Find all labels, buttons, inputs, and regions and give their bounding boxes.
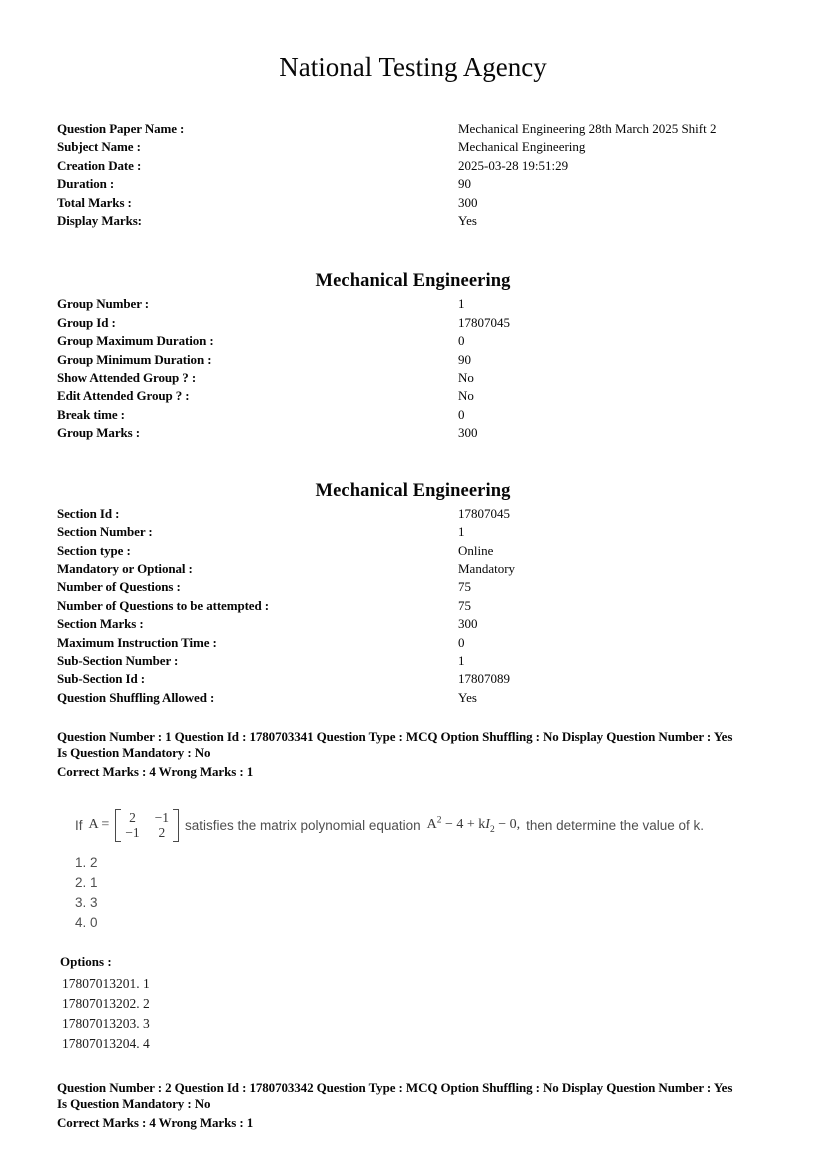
info-value: 2025-03-28 19:51:29 bbox=[458, 157, 569, 173]
info-label: Total Marks : bbox=[57, 194, 132, 210]
page-title: National Testing Agency bbox=[279, 52, 547, 82]
section-info-block bbox=[0, 505, 826, 707]
info-label: Section Marks : bbox=[57, 616, 144, 632]
info-label: Number of Questions : bbox=[57, 579, 181, 595]
info-value: Mechanical Engineering 28th March 2025 Shift 2 bbox=[458, 121, 717, 136]
eq-superscript: 2 bbox=[436, 815, 442, 826]
question-text: satisfies the matrix polynomial equation bbox=[185, 817, 421, 833]
info-value: 300 bbox=[458, 616, 478, 632]
info-row bbox=[0, 689, 826, 707]
info-label: Group Id : bbox=[57, 314, 116, 330]
info-label: Display Marks: bbox=[57, 213, 142, 229]
choice-item: 2. 1 bbox=[75, 875, 98, 891]
info-row bbox=[0, 523, 826, 541]
choice-item: 3. 3 bbox=[75, 895, 98, 911]
info-row bbox=[0, 652, 826, 670]
info-row bbox=[0, 387, 826, 405]
info-value: 17807045 bbox=[458, 505, 510, 521]
info-row bbox=[0, 670, 826, 688]
matrix-cell: −1 bbox=[154, 810, 169, 826]
info-value: Yes bbox=[458, 213, 477, 229]
info-label: Group Marks : bbox=[57, 425, 140, 441]
eq-middle: − 4 + k bbox=[441, 817, 486, 833]
question-1-body bbox=[0, 805, 826, 845]
question-1-marks: Correct Marks : 4 Wrong Marks : 1 bbox=[57, 763, 254, 779]
info-label: Section type : bbox=[57, 542, 131, 558]
eq-identity: I bbox=[485, 817, 490, 833]
info-row bbox=[0, 424, 826, 442]
info-label: Number of Questions to be attempted : bbox=[57, 597, 269, 613]
info-label: Subject Name : bbox=[57, 139, 141, 155]
info-label: Question Shuffling Allowed : bbox=[57, 689, 215, 705]
info-label: Mandatory or Optional : bbox=[57, 560, 193, 576]
info-label: Group Maximum Duration : bbox=[57, 333, 214, 349]
info-label: Question Paper Name : bbox=[57, 121, 185, 136]
info-value: No bbox=[458, 370, 474, 386]
paper-info-block bbox=[0, 120, 826, 230]
info-label: Maximum Instruction Time : bbox=[57, 634, 217, 650]
info-value: Yes bbox=[458, 689, 477, 705]
info-row bbox=[0, 542, 826, 560]
options-label: Options : bbox=[60, 954, 112, 970]
question-1-header bbox=[0, 729, 826, 760]
matrix-cell: 2 bbox=[129, 810, 136, 826]
matrix bbox=[115, 809, 179, 842]
info-value: 1 bbox=[458, 524, 465, 540]
option-id-item: 17807013203. 3 bbox=[62, 1016, 150, 1032]
info-row bbox=[0, 175, 826, 193]
info-value: 90 bbox=[458, 351, 471, 367]
info-value: 17807045 bbox=[458, 314, 510, 330]
info-value: Mandatory bbox=[458, 560, 516, 576]
info-row bbox=[0, 634, 826, 652]
question-1-choices bbox=[0, 853, 826, 933]
question-text: If bbox=[75, 817, 83, 833]
eq-tail: − 0, bbox=[494, 817, 521, 833]
question-1-header-line2: Is Question Mandatory : No bbox=[57, 744, 211, 760]
info-value: Online bbox=[458, 542, 494, 558]
info-label: Group Minimum Duration : bbox=[57, 351, 212, 367]
info-label: Sub-Section Number : bbox=[57, 652, 179, 668]
math-a-equals: A = bbox=[88, 817, 110, 833]
info-row bbox=[0, 138, 826, 156]
info-value: 0 bbox=[458, 406, 465, 422]
info-value: 0 bbox=[458, 333, 465, 349]
info-value: 1 bbox=[458, 652, 465, 668]
option-id-item: 17807013202. 2 bbox=[62, 996, 150, 1012]
info-row bbox=[0, 615, 826, 633]
choice-item: 4. 0 bbox=[75, 915, 98, 931]
info-row bbox=[0, 597, 826, 615]
option-id-item: 17807013201. 1 bbox=[62, 976, 150, 992]
info-row bbox=[0, 212, 826, 230]
info-row bbox=[0, 314, 826, 332]
info-label: Section Number : bbox=[57, 524, 153, 540]
info-label: Show Attended Group ? : bbox=[57, 370, 197, 386]
info-value: Mechanical Engineering bbox=[458, 139, 586, 155]
info-label: Creation Date : bbox=[57, 157, 142, 173]
info-row bbox=[0, 505, 826, 523]
math-equation bbox=[427, 817, 521, 833]
question-1-header-line1: Question Number : 1 Question Id : 1780703341 Question Type : MCQ Option Shuffling : No Display Question Number : Yes bbox=[57, 729, 733, 745]
question-2-marks: Correct Marks : 4 Wrong Marks : 1 bbox=[57, 1114, 254, 1130]
info-row bbox=[0, 157, 826, 175]
info-value: No bbox=[458, 388, 474, 404]
matrix-cell: −1 bbox=[125, 825, 140, 841]
question-text: then determine the value of k. bbox=[526, 817, 704, 833]
info-value: 0 bbox=[458, 634, 465, 650]
info-label: Edit Attended Group ? : bbox=[57, 388, 190, 404]
matrix-cells bbox=[121, 809, 173, 842]
info-row bbox=[0, 560, 826, 578]
info-label: Break time : bbox=[57, 406, 125, 422]
info-value: 17807089 bbox=[458, 671, 510, 687]
info-value: 90 bbox=[458, 176, 471, 192]
group-section-heading: Mechanical Engineering bbox=[315, 271, 511, 292]
question-2-header-line2: Is Question Mandatory : No bbox=[57, 1095, 211, 1111]
info-value: 1 bbox=[458, 296, 465, 312]
info-row bbox=[0, 406, 826, 424]
info-label: Sub-Section Id : bbox=[57, 671, 145, 687]
section-section-heading: Mechanical Engineering bbox=[315, 480, 511, 501]
info-row bbox=[0, 369, 826, 387]
info-row bbox=[0, 295, 826, 313]
matrix-bracket-right bbox=[173, 809, 179, 842]
info-label: Section Id : bbox=[57, 505, 120, 521]
info-row bbox=[0, 194, 826, 212]
option-id-item: 17807013204. 4 bbox=[62, 1036, 150, 1052]
info-row bbox=[0, 351, 826, 369]
eq-subscript: 2 bbox=[489, 824, 495, 835]
info-label: Group Number : bbox=[57, 296, 150, 312]
question-2-header bbox=[0, 1080, 826, 1111]
matrix-cell: 2 bbox=[158, 825, 166, 841]
info-label: Duration : bbox=[57, 176, 115, 192]
eq-base: A bbox=[426, 817, 437, 833]
info-value: 75 bbox=[458, 597, 471, 613]
info-value: 300 bbox=[458, 425, 478, 441]
info-value: 300 bbox=[458, 194, 478, 210]
info-row bbox=[0, 578, 826, 596]
info-row bbox=[0, 120, 826, 138]
question-1-option-ids bbox=[0, 974, 826, 1054]
info-row bbox=[0, 332, 826, 350]
info-value: 75 bbox=[458, 579, 471, 595]
group-info-block bbox=[0, 295, 826, 442]
question-2-header-line1: Question Number : 2 Question Id : 1780703342 Question Type : MCQ Option Shuffling : No Display Question Number : Yes bbox=[57, 1080, 733, 1096]
choice-item: 1. 2 bbox=[75, 855, 98, 871]
